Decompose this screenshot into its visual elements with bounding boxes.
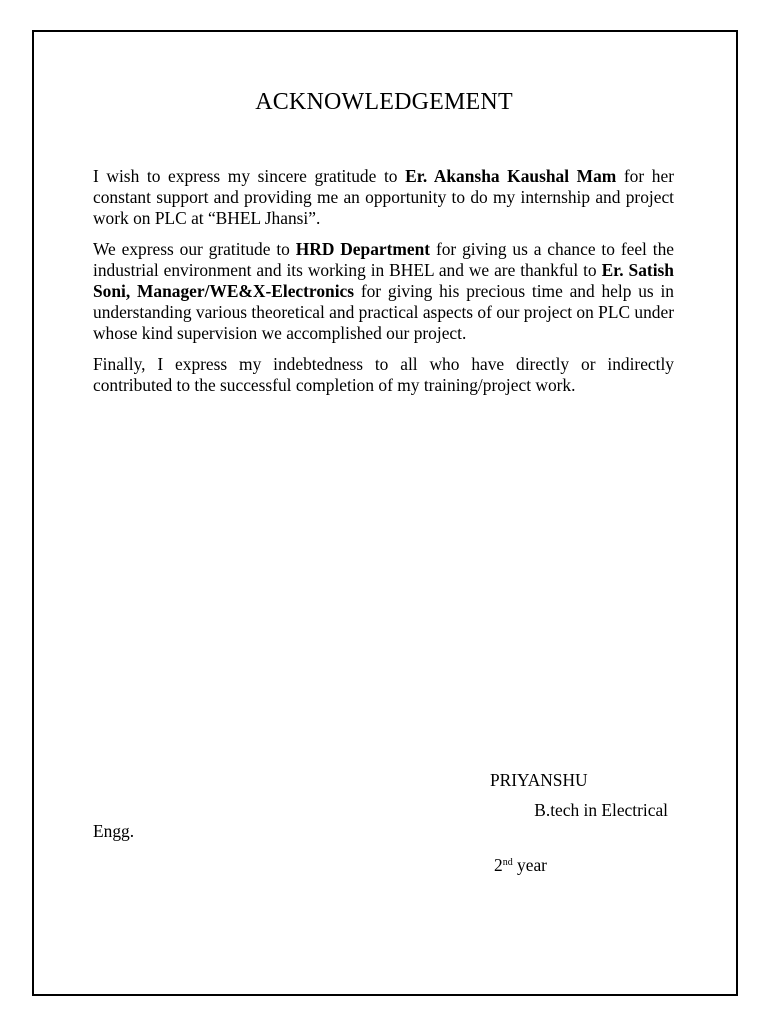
- paragraph-1: [93, 166, 674, 229]
- signature-year-word: year: [512, 855, 547, 875]
- paragraph-2: [93, 239, 674, 344]
- signature-degree-line-2: Engg.: [93, 821, 135, 841]
- signature-degree: [93, 800, 668, 842]
- paragraph-2-text-2: for giving us a chance to feel the industrial environment and its working in BHEL and we are thankful to: [93, 239, 674, 280]
- paragraph-1-text-1: I wish to express my sincere gratitude to: [93, 166, 406, 186]
- paragraph-2-text-1: We express our gratitude to: [93, 239, 296, 259]
- paragraph-2-text-3: for giving his precious time and help us in understanding various theoretical and practical aspects of our project on PLC under whose kind supervision we accomplished our project.: [93, 281, 674, 343]
- paragraph-2-bold-2: Er. Satish Soni, Manager/WE&X-Electronics: [93, 260, 674, 301]
- signature-name: PRIYANSHU: [490, 770, 588, 790]
- signature-degree-line-1: B.tech in Electrical: [534, 800, 668, 820]
- signature-year-suffix: nd: [502, 857, 513, 868]
- document-body: [93, 166, 674, 406]
- paragraph-1-text-2: for her constant support and providing me an opportunity to do my internship and project work on PLC at “BHEL Jhansi”.: [93, 166, 674, 228]
- document-title: ACKNOWLEDGEMENT: [255, 89, 513, 115]
- paragraph-2-bold-1: HRD Department: [295, 239, 431, 259]
- signature-year-number: 2: [494, 855, 503, 875]
- paragraph-3: [93, 354, 674, 396]
- signature-year: [494, 852, 547, 876]
- paragraph-3-text-1: Finally, I express my indebtedness to all who have directly or indirectly contributed to the successful completion of my training/project work.: [93, 354, 674, 395]
- paragraph-1-bold-1: Er. Akansha Kaushal Mam: [405, 166, 617, 186]
